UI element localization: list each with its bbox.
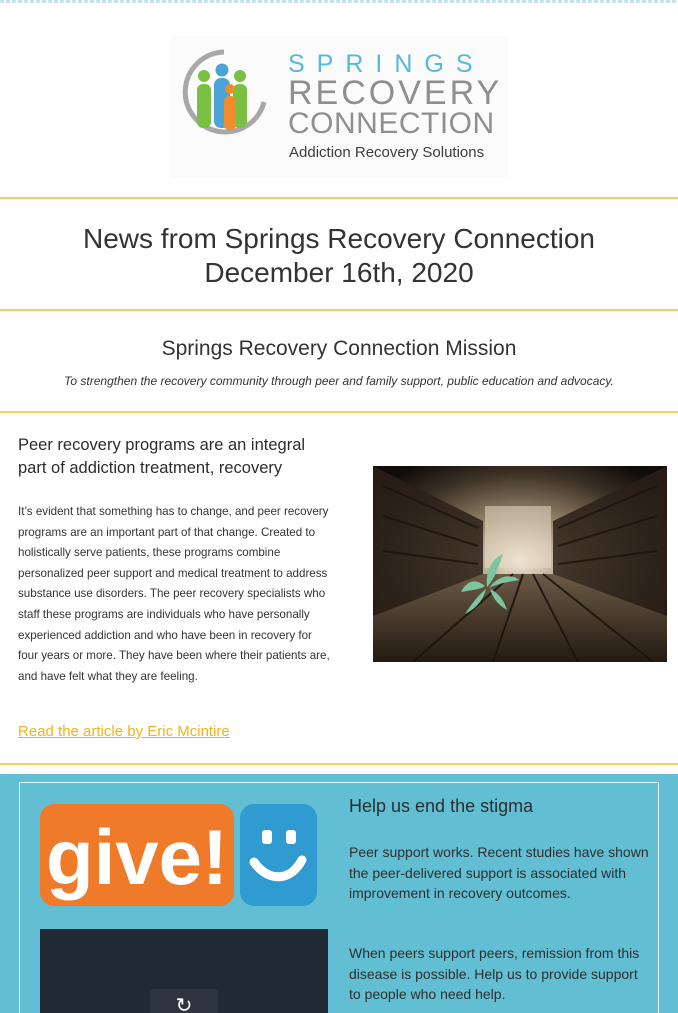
video-player[interactable] — [40, 929, 328, 1013]
replay-button[interactable] — [150, 989, 218, 1013]
article-body: It’s evident that something has to change, and peer recovery programs are an important part of that change. Created to holistically serve patients, these programs combine personalized peer support and medical treatment to address substance use disorders. The peer recovery specialists who staff these programs are individuals who have personally experienced addiction and who have been in recovery for four years or more. They have been where their patients are, and have felt what they are feeling. — [18, 505, 330, 683]
smile-eye-icon — [286, 830, 296, 844]
springs-recovery-logo[interactable] — [170, 36, 508, 178]
divider — [0, 197, 678, 199]
logo-springs-text: SPRINGS — [288, 50, 485, 78]
logo-tagline: Addiction Recovery Solutions — [289, 144, 485, 161]
smile-eye-icon — [262, 830, 272, 844]
replay-icon: ↻ — [175, 995, 193, 1013]
plant-in-floorboards-image — [373, 466, 667, 662]
stigma-paragraph-1: Peer support works. Recent studies have shown the peer-delivered support is associated with improvement in recovery outcomes. — [349, 844, 649, 902]
article-title: Peer recovery programs are an integral part of addiction treatment, recovery — [18, 436, 306, 477]
article-image[interactable] — [373, 466, 667, 662]
divider — [0, 309, 678, 311]
divider — [0, 411, 678, 413]
newsletter-date: December 16th, 2020 — [204, 257, 474, 288]
people-logo-icon — [178, 46, 272, 140]
logo-connection-text: CONNECTION — [288, 107, 495, 140]
newsletter-title: News from Springs Recovery Connection — [83, 223, 595, 254]
mission-statement: To strengthen the recovery community through peer and family support, public education and advocacy. — [64, 374, 614, 388]
top-border-strip — [0, 0, 678, 3]
give-logo[interactable] — [40, 804, 317, 906]
read-article-link[interactable]: Read the article by Eric Mcintire — [18, 723, 230, 740]
give-logo-text: give! — [45, 813, 229, 901]
stigma-paragraph-2: When peers support peers, remission from this disease is possible. Help us to provide support to people who need help. — [349, 945, 640, 1003]
stigma-title: Help us end the stigma — [349, 796, 534, 816]
logo-recovery-text: RECOVERY — [288, 74, 503, 112]
mission-title: Springs Recovery Connection Mission — [161, 337, 517, 360]
divider — [0, 763, 678, 765]
